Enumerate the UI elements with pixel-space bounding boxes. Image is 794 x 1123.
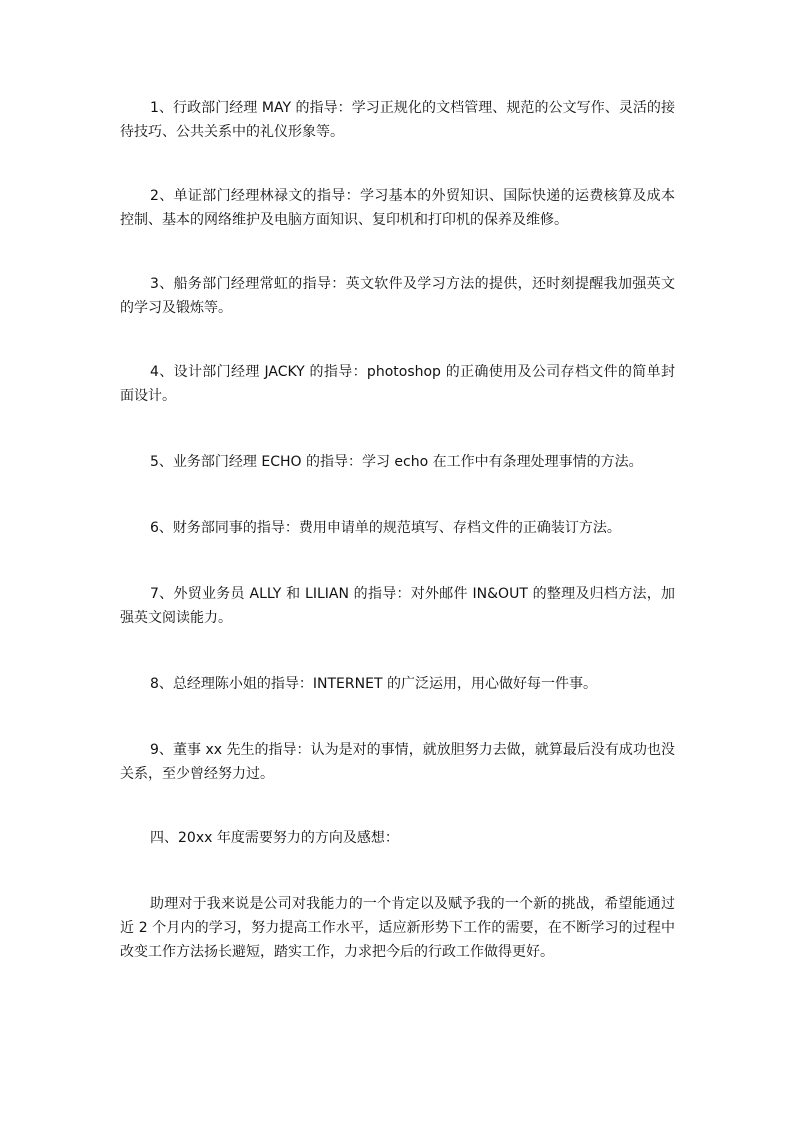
guidance-item-1: 1、行政部门经理 MAY 的指导：学习正规化的文档管理、规范的公文写作、灵活的接待技巧、公共关系中的礼仪形象等。 xyxy=(120,100,675,140)
guidance-item-2: 2、单证部门经理林禄文的指导：学习基本的外贸知识、国际快递的运费核算及成本控制、基本的网络维护及电脑方面知识、复印机和打印机的保养及维修。 xyxy=(120,188,675,228)
guidance-item-9: 9、董事 xx 先生的指导：认为是对的事情，就放胆努力去做，就算最后没有成功也没关系，至少曾经努力过。 xyxy=(120,742,675,782)
guidance-item-4: 4、设计部门经理 JACKY 的指导：photoshop 的正确使用及公司存档文件的简单封面设计。 xyxy=(120,364,675,404)
guidance-item-3: 3、船务部门经理常虹的指导：英文软件及学习方法的提供，还时刻提醒我加强英文的学习及锻炼等。 xyxy=(120,276,675,316)
guidance-item-8: 8、总经理陈小姐的指导：INTERNET 的广泛运用，用心做好每一件事。 xyxy=(150,676,597,692)
guidance-item-7: 7、外贸业务员 ALLY 和 LILIAN 的指导：对外邮件 IN&OUT 的整理及归档方法，加强英文阅读能力。 xyxy=(120,586,675,626)
guidance-item-6: 6、财务部同事的指导：费用申请单的规范填写、存档文件的正确装订方法。 xyxy=(150,520,621,536)
section-heading: 四、20xx 年度需要努力的方向及感想： xyxy=(150,830,399,846)
closing-paragraph: 助理对于我来说是公司对我能力的一个肯定以及赋予我的一个新的挑战，希望能通过近 2 个月内的学习，努力提高工作水平，适应新形势下工作的需要，在不断学习的过程中改变工作方法扬长避短，踏实工作，力求把今后的行政工作做得更好。 xyxy=(120,896,675,960)
guidance-item-5: 5、业务部门经理 ECHO 的指导：学习 echo 在工作中有条理处理事情的方法。 xyxy=(150,454,643,470)
